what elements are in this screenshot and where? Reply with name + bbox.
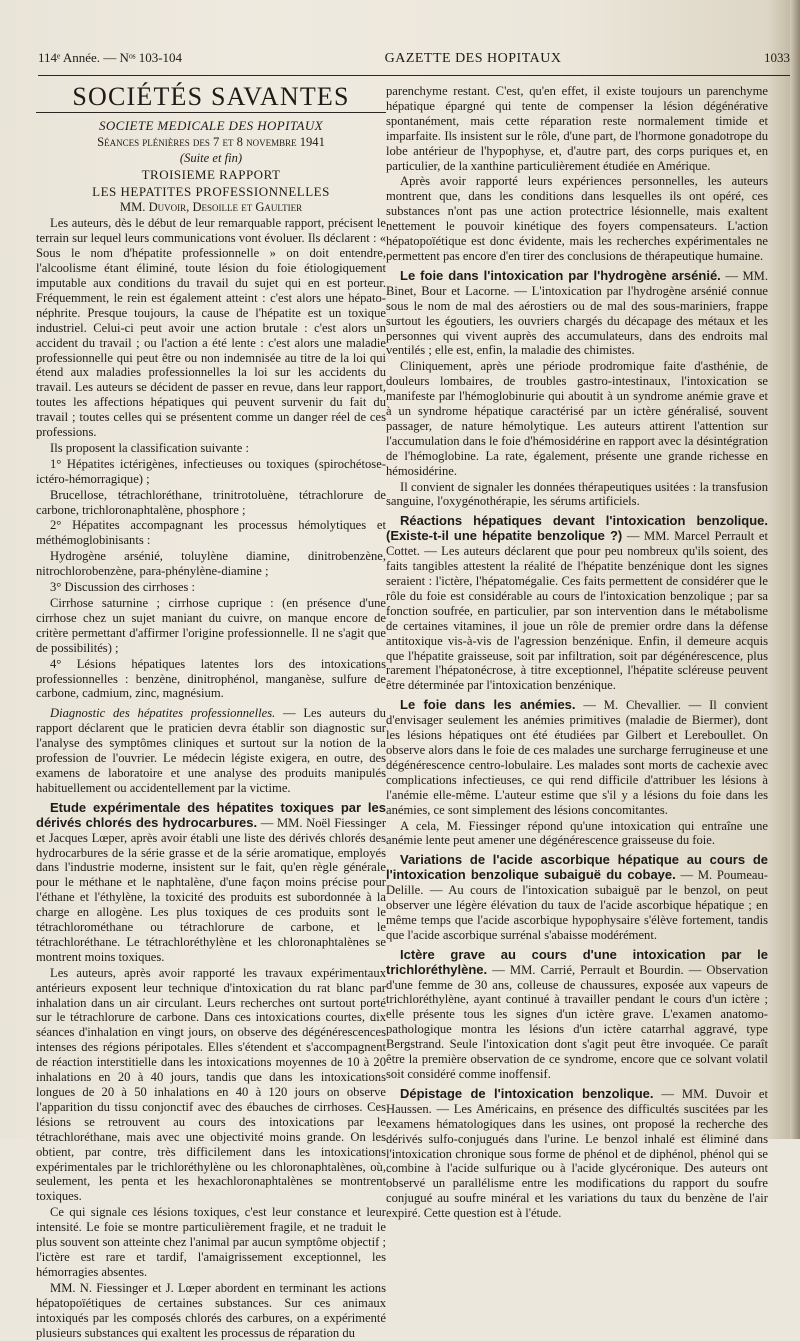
paragraph: Dépistage de l'intoxication benzolique. — MM. Duvoir et Haussen. — Les Américains, en présence des difficultés suscitées par les examens hématologiques dans les usines, ont proposé la recherche des dérivés sulfo-conjugués dans l'urine. Le benzol inhalé est éliminé dans l'intoxication chronique sous forme de phénol et de diphénol, phénol qui se combine à l'acide sulfurique ou à l'acide glycéronique. Des auteurs ont observé un parallélisme entre les modifications du rapport du soufre conjugué au soufre minéral et les variations du taux du benzène de l'air expiré. Cette question est à l'étude.	[386, 1085, 769, 1221]
paragraph: 4° Lésions hépatiques latentes lors des intoxications professionnelles : benzène, dinitrophénol, manganèse, sulfure de carbone, cadmium, zinc, magnésium.	[36, 656, 386, 701]
paragraph: Cirrhose saturnine ; cirrhose cuprique : (en présence d'une cirrhose chez un sujet maniant du cuivre, on manque encore de critère permettant d'affirmer l'origine professionnelle. Il ne s'agit que de possibilités) ;	[36, 596, 386, 655]
subheading: Réactions hépatiques devant l'intoxication benzolique. (Existe-t-il une hépatite benzolique ?)	[386, 513, 768, 544]
paragraph: Les auteurs, dès le début de leur remarquable rapport, précisent le terrain sur lequel leurs communications vont évoluer. Ils déclarent : « Sous le nom d'hépatite professionnelle » on doit entendre, l'alcoolisme étant éliminé, toute lésion du foie étiologiquement imputable aux conditions du travail du sujet qui en est porteur. Fréquemment, le rein est également atteint : c'est alors une hépato-néphrite. Presque toujours, la cause de l'hépatite est un toxique industriel. Celui-ci peut avoir une action brutale : c'est alors un accident du travail ; ou l'action a été lente : c'est alors une maladie professionnelle qui peut être ou non indemnisée au titre de la loi qui étend aux maladies professionnelles la loi sur les accidents du travail. Les auteurs se décident de passer en revue, dans leur rapport, toutes les affections hépatiques qui peuvent survenir du fait du travail ; toutes celles qui se présentent comme un danger réel de ces professions.	[36, 216, 386, 440]
paragraph: Ictère grave au cours d'une intoxication par le trichloréthylène. — MM. Carrié, Perrault et Bourdin. — Observation d'une femme de 30 ans, colleuse de chaussures, exposée aux vapeurs de trichloréthylène, ayant continué à travailler pendant le cours d'un ictère ; elle présente tous les signes d'un ictère grave. L'examen anatomo-pathologique montra les lésions d'un ictère catarrhal aggravé, type Bergstrand. Seule l'intoxication dont s'agit peut être invoquée. Ce paraît être la première observation de ce syndrome, encore que ce solvant volatil soit considéré comme inoffensif.	[386, 946, 768, 1081]
paragraph: 3° Discussion des cirrhoses :	[50, 580, 195, 595]
paragraph: Etude expérimentale des hépatites toxiques par les dérivés chlorés des hydrocarbures. — MM. Noël Fiessinger et Jacques Lœper, après avoir établi une liste des dérivés chlorés des hydrocarbures de la série grasse et de la série aromatique, employés dans l'industrie moderne, insistent sur le fait, qu'en règle générale pour le méthane et le naphtalène, d'une façon moins précise pour l'éthane et l'éthylène, la toxicité des produits est subordonnée à la charge en allogène. Les plus toxiques de ces produits sont le tétrachlorométhane ou tétrachlorure de carbone, et le tétrachloréthane. Le tétrachloréthylène et les chloronaphtalènes se montrent moins toxiques.	[36, 799, 387, 964]
header-rule	[38, 75, 790, 76]
paragraph: Variations de l'acide ascorbique hépatique au cours de l'intoxication benzolique subaiguë du cobaye. — M. Poumeau-Delille. — Au cours de l'intoxication subaiguë par le benzol, on peut observer une légère élévation du taux de l'acide ascorbique hépatique ; en même temps que l'acide ascorbique hypophysaire s'élève fortement, tandis que l'acide ascorbique surrénal s'abaisse modérément.	[386, 852, 768, 942]
subheading: Dépistage de l'intoxication benzolique.	[400, 1085, 654, 1101]
page-spine-edge	[790, 0, 800, 1139]
left-column	[36, 84, 386, 1341]
paragraph: Brucellose, tétrachloréthane, trinitrotoluène, tétrachlorure de carbone, trichloronaphtalène, phosphore ;	[36, 487, 386, 517]
paragraph: Ce qui signale ces lésions toxiques, c'est leur constance et leur intensité. Le foie se montre particulièrement fragile, et ne traduit le plus souvent son atteinte chez l'animal par aucun symptôme objectif ; l'ictère est rare et tardif, l'amaigrissement exceptionnel, les hémorragies absentes.	[36, 1205, 386, 1279]
journal-title: GAZETTE DES HOPITAUX	[384, 51, 562, 66]
report-authors: MM. Duvoir, Desoille et Gaultier	[119, 200, 303, 215]
paragraph: A cela, M. Fiessinger répond qu'une intoxication qui entraîne une anémie lente peut amener une dégénérescence graisseuse du foie.	[386, 818, 768, 848]
section-title: SOCIÉTÉS SAVANTES	[36, 90, 386, 113]
paragraph: Il convient de signaler les données thérapeutiques usitées : la transfusion sanguine, l'oxygénothérapie, les sérums artificiels.	[386, 479, 768, 509]
paragraph: parenchyme restant. C'est, qu'en effet, il existe toujours un parenchyme hépatique épargné qui tente de compenser la lésion dégénérative spontanément, mais cette réparation reste normalement timide et imparfaite. Ils insistent sur le rôle, d'une part, de l'hormone gonadotrope du lobe antérieur de l'hypophyse, et, d'autre part, des corps puriques et, en particulier, de la xanthine particulièrement étudiée en Amérique.	[386, 84, 768, 173]
issue-info: 114ᵉ Année. — Nᵒˢ 103-104	[38, 50, 183, 65]
paragraph: Réactions hépatiques devant l'intoxication benzolique. (Existe-t-il une hépatite benzolique ?) — MM. Marcel Perrault et Cottet. — Les auteurs déclarent que pour peu nombreux qu'ils soient, des faits tangibles attestent la réalité de l'hépatite benzénique dont les signes seraient : l'ictère, l'hépatomégalie. Ces faits permettent de considérer que le rôle du foie est considérable au cours de l'intoxication benzolique ; par sa fonction soufrée, en particulier, par son intervention dans le métabolisme de certaines vitamines, il joue un rôle de premier ordre dans la défense antitoxique vis-à-vis de l'agression benzénique. Enfin, il demeure acquis que l'hépatite graisseuse, soit par infiltration, soit par dégénérescence, plus rarement l'hépatonécrose, à titre exceptionnel, l'hépatite scléreuse peuvent être déterminée par l'intoxication benzénique.	[386, 513, 769, 693]
subheading: Ictère grave au cours d'une intoxication par le trichloréthylène.	[386, 946, 768, 977]
report-title: LES HEPATITES PROFESSIONNELLES	[92, 183, 330, 199]
paragraph: Après avoir rapporté leurs expériences personnelles, les auteurs montrent que, dans les conditions dans lesquelles ils ont opéré, ces substances n'ont pas une action protectrice lésionnelle, mais exaltent nettement le pouvoir kinétique des foyers compensateurs. L'action hépatopoïétique est donc évidente, mais les recherches expérimentales ne permettent pas encore d'en tirer des conclusions de thérapeutique humaine.	[386, 174, 768, 263]
paragraph: 1° Hépatites ictérigènes, infectieuses ou toxiques (spirochétose-ictéro-hémorragique) ;	[36, 456, 386, 486]
subheading: Le foie dans l'intoxication par l'hydrogène arsénié.	[400, 267, 721, 283]
page-number: 1033	[764, 50, 790, 65]
report-number: TROISIEME RAPPORT	[141, 166, 281, 182]
paragraph: MM. N. Fiessinger et J. Lœper abordent en terminant les actions hépatopoïétiques de certaines substances. Sur ces animaux intoxiqués par les composés chlorés des carbures, on a expérimenté plusieurs substances qui exaltent les processus de réparation du	[36, 1280, 386, 1340]
subheading: Etude expérimentale des hépatites toxiques par les dérivés chlorés des hydrocarbures.	[36, 799, 386, 830]
paragraph: Le foie dans les anémies. — M. Chevallier. — Il convient d'envisager seulement les anémies primitives (maladie de Biermer), dont les lésions hépatiques ont été étudiées par Gilbert et Lereboullet. On observe alors dans le foie de ces malades une surcharge ferrugineuse et une dégénérescence centro-lobulaire. Les malades sont morts de cachexie avec complications infectieuses, ce qui rend difficile d'attribuer les lésions à l'anémie elle-même. L'auteur estime que s'il y a lésions du foie dans les anémies, ce sont simplement des lésions concomitantes.	[386, 697, 768, 817]
page-header	[38, 50, 790, 74]
paragraph: Ils proposent la classification suivante :	[50, 440, 250, 455]
subheading: Variations de l'acide ascorbique hépatique au cours de l'intoxication benzolique subaiguë du cobaye.	[386, 852, 768, 883]
society-name: SOCIETE MEDICALE DES HOPITAUX	[98, 117, 324, 133]
paragraph: 2° Hépatites accompagnant les processus hémolytiques et méthémoglobinisants :	[36, 518, 386, 548]
subheading: Le foie dans les anémies.	[400, 697, 576, 713]
subheading: Diagnostic des hépatites professionnelles.	[50, 706, 276, 721]
paragraph: Cliniquement, après une période prodromique faite d'asthénie, de douleurs lombaires, de troubles gastro-intestinaux, l'intoxication se manifeste par l'hémoglobinurie qui aboutit à un syndrome anémie grave et à un syndrome hépatique caractérisé par un ictère généralisé, souvent passager, de nature hémolytique. Les auteurs attirent l'attention sur l'accumulation dans le foie d'hémosidérine en rapport avec la désintégration de l'hémoglobine. La rate, également, présente une grande richesse en hémosidérine.	[386, 359, 768, 478]
paragraph: Les auteurs, après avoir rapporté les travaux expérimentaux antérieurs exposent leur technique d'intoxication du rat blanc par inhalation dans un air circulant. Leurs recherches ont surtout porté sur le tétrachlorure de carbone. Dans ces intoxications courtes, dix séances d'inhalation en vingt jours, on observe des dégénérescences intenses des régions péripotales. Elles s'étendent et s'accompagnent de réaction interstitielle dans les intoxications moyennes de 10 à 20 inhalations en 20 à 40 jours, tandis que dans les intoxications longues de 20 à 50 inhalations en 40 à 120 jours on observe l'apparition du tissu conjonctif avec des ébauches de cirrhoses. Ces lésions se retrouvent au cours des intoxications par le tétrachloréthane, mais avec une objectivité moins grande. On les obtient, par contre, très difficilement dans les intoxications expérimentales par le trichloréthylène ou les chloronaphtalènes, où, seulement, les penta et les hexachloronaphtalènes se montrent toxiques.	[36, 965, 386, 1204]
right-column	[386, 84, 768, 1222]
paragraph: Hydrogène arsénié, toluylène diamine, dinitrobenzène, nitrochlorobenzène, para-phénylène-diamine ;	[36, 549, 386, 579]
session-dates: Séances plénières des 7 et 8 novembre 1941	[97, 134, 325, 149]
paragraph: Diagnostic des hépatites professionnelles. — Les auteurs du rapport déclarent que le praticien devra établir son diagnostic sur l'analyse des symptômes cliniques et surtout sur la notion de la profession de l'ouvrier. Le médecin légiste exigera, en outre, des examens de laboratoire et une analyse des produits manipulés habituellement ou accidentellement par la victime.	[36, 706, 386, 795]
paragraph: Le foie dans l'intoxication par l'hydrogène arsénié. — MM. Binet, Bour et Lacorne. — L'intoxication par l'hydrogène arsénié connue sous le nom de mal des aérostiers ou de mal des sous-mariniers, frappe surtout les égoutiers, les ouvriers chargés du décapage des métaux et les personnes qui vivent auprès des accumulateurs, dans des endroits mal ventilés ; elle est, enfin, la maladie des chimistes.	[386, 267, 769, 358]
continuation-note: (Suite et fin)	[179, 150, 243, 165]
